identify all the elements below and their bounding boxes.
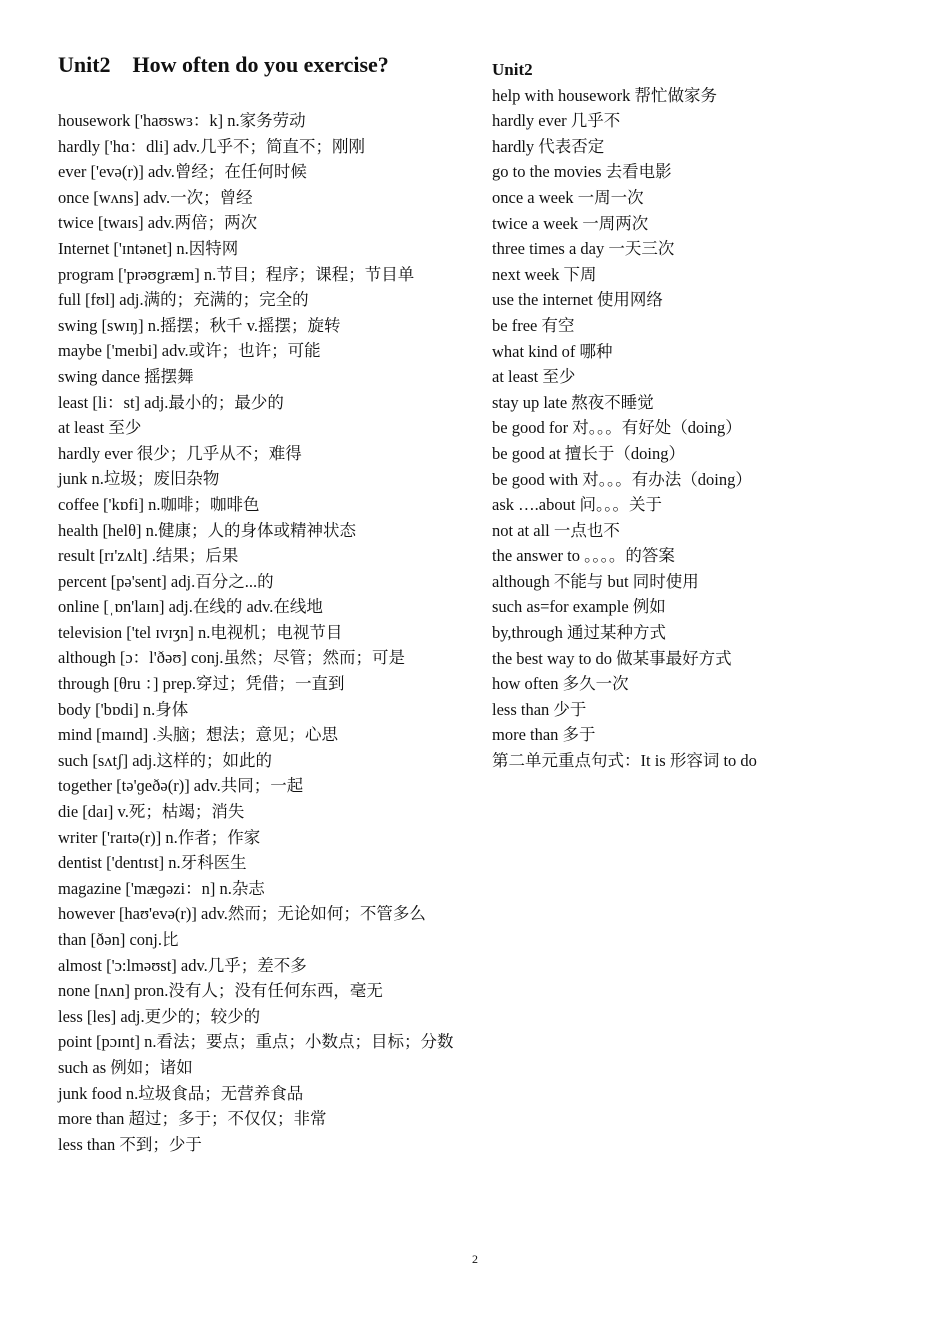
phrase-entry: although 不能与 but 同时使用 [492, 571, 699, 591]
phrase-entry: at least 至少 [492, 367, 576, 387]
vocabulary-entry: junk food n.垃圾食品；无营养食品 [58, 1083, 304, 1103]
vocabulary-entry: together [tə'ɡeðə(r)] adv.共同；一起 [58, 776, 304, 796]
vocabulary-entry: than [ðən] conj.比 [58, 930, 179, 949]
vocabulary-entry: although [ɔ：l'ðəʊ] conj.虽然；尽管；然而；可是 [58, 648, 406, 668]
vocabulary-entry: such [sʌtʃ] adj.这样的；如此的 [58, 750, 273, 770]
phrase-entry: three times a day 一天三次 [492, 239, 675, 259]
vocabulary-entry: Internet ['ɪntənet] n.因特网 [58, 238, 239, 258]
phrase-entry: how often 多久一次 [492, 674, 629, 694]
vocabulary-entry: percent [pə'sent] adj.百分之...的 [58, 571, 274, 591]
vocabulary-entry: swing [swɪŋ] n.摇摆；秋千 v.摇摆；旋转 [58, 315, 341, 335]
phrase-entry: more than 多于 [492, 725, 596, 745]
vocabulary-entry: coffee ['kɒfi] n.咖啡；咖啡色 [58, 494, 260, 514]
phrase-entry: hardly ever 几乎不 [492, 111, 621, 131]
vocabulary-entry: almost ['ɔ:lməʊst] adv.几乎；差不多 [58, 955, 307, 975]
phrase-entry: stay up late 熬夜不睡觉 [492, 392, 654, 412]
vocabulary-entry: however [haʊ'evə(r)] adv.然而；无论如何；不管多么 [58, 904, 426, 924]
phrase-entry: help with housework 帮忙做家务 [492, 85, 718, 105]
vocabulary-entry: least [li：st] adj.最小的；最少的 [58, 392, 284, 412]
page-title: Unit2 How often do you exercise? [58, 52, 389, 77]
phrases-list [492, 57, 922, 774]
phrase-entry: be good at 擅长于（doing） [492, 443, 685, 463]
phrase-entry: be free 有空 [492, 315, 575, 335]
phrase-entry: by,through 通过某种方式 [492, 623, 667, 643]
vocabulary-entry: less than 不到；少于 [58, 1134, 202, 1154]
vocabulary-entry: writer ['raɪtə(r)] n.作者；作家 [58, 827, 261, 847]
vocabulary-entry: once [wʌns] adv.一次；曾经 [58, 187, 253, 207]
phrase-entry: use the internet 使用网络 [492, 290, 663, 310]
vocabulary-entry: body ['bɒdi] n.身体 [58, 699, 189, 719]
vocabulary-entry: twice [twaɪs] adv.两倍；两次 [58, 213, 258, 233]
phrases-heading: Unit2 [492, 60, 533, 79]
phrase-entry: go to the movies 去看电影 [492, 162, 672, 182]
vocabulary-entry: dentist ['dentɪst] n.牙科医生 [58, 853, 247, 873]
vocabulary-entry: housework ['haʊswɜ：k] n.家务劳动 [58, 111, 306, 130]
phrase-entry: be good with 对。。。有办法（doing） [492, 469, 752, 489]
vocabulary-entry: magazine ['mæɡəzi：n] n.杂志 [58, 878, 265, 898]
vocabulary-entry: health [helθ] n.健康；人的身体或精神状态 [58, 520, 356, 540]
phrase-entry: less than 少于 [492, 699, 587, 719]
vocabulary-entry: junk n.垃圾；废旧杂物 [58, 469, 220, 489]
vocabulary-entry: hardly ['hɑ：dli] adv.几乎不；简直不；刚刚 [58, 136, 366, 156]
vocabulary-entry: less [les] adj.更少的；较少的 [58, 1006, 261, 1026]
vocabulary-entry: swing dance 摇摆舞 [58, 366, 194, 386]
vocabulary-entry: more than 超过；多于；不仅仅；非常 [58, 1109, 327, 1129]
phrase-entry: next week 下周 [492, 264, 597, 284]
phrase-entry: 第二单元重点句式：It is 形容词 to do [492, 751, 757, 771]
vocabulary-entry: maybe ['meɪbi] adv.或许；也许；可能 [58, 341, 321, 361]
phrase-entry: be good for 对。。。有好处（doing） [492, 418, 742, 438]
vocabulary-entry: die [daɪ] v.死；枯竭；消失 [58, 802, 245, 822]
vocabulary-entry: program ['prəʊgræm] n.节目；程序；课程；节目单 [58, 264, 415, 284]
phrase-entry: not at all 一点也不 [492, 520, 620, 540]
vocabulary-entry: hardly ever 很少；几乎从不；难得 [58, 443, 302, 463]
phrase-entry: what kind of 哪种 [492, 341, 613, 361]
phrase-entry: once a week 一周一次 [492, 187, 644, 207]
vocabulary-entry: result [rɪ'zʌlt] .结果；后果 [58, 546, 239, 566]
vocabulary-entry: point [pɔɪnt] n.看法；要点；重点；小数点；目标；分数 [58, 1032, 454, 1052]
vocabulary-entry: mind [maɪnd] .头脑；想法；意见；心思 [58, 725, 339, 745]
vocabulary-entry: through [θru ：] prep.穿过；凭借；一直到 [58, 674, 345, 694]
phrase-entry: hardly 代表否定 [492, 136, 605, 156]
vocabulary-entry: television ['tel ɪvɪʒn] n.电视机；电视节目 [58, 622, 343, 642]
vocabulary-entry: ever ['evə(r)] adv.曾经；在任何时候 [58, 162, 307, 182]
phrase-entry: ask ….about 问。。。关于 [492, 495, 663, 515]
phrase-entry: such as=for example 例如 [492, 597, 666, 617]
vocabulary-list [58, 108, 468, 1157]
phrase-entry: the answer to 。。。。的答案 [492, 546, 675, 566]
vocabulary-entry: online [ˌɒn'laɪn] adj.在线的 adv.在线地 [58, 597, 323, 617]
vocabulary-entry: full [fʊl] adj.满的；充满的；完全的 [58, 290, 309, 310]
vocabulary-entry: none [nʌn] pron.没有人；没有任何东西，毫无 [58, 981, 383, 1001]
page-number: 2 [472, 1252, 478, 1266]
vocabulary-entry: at least 至少 [58, 418, 142, 438]
vocabulary-entry: such as 例如；诸如 [58, 1057, 193, 1077]
phrase-entry: twice a week 一周两次 [492, 213, 649, 233]
phrase-entry: the best way to do 做某事最好方式 [492, 648, 732, 668]
